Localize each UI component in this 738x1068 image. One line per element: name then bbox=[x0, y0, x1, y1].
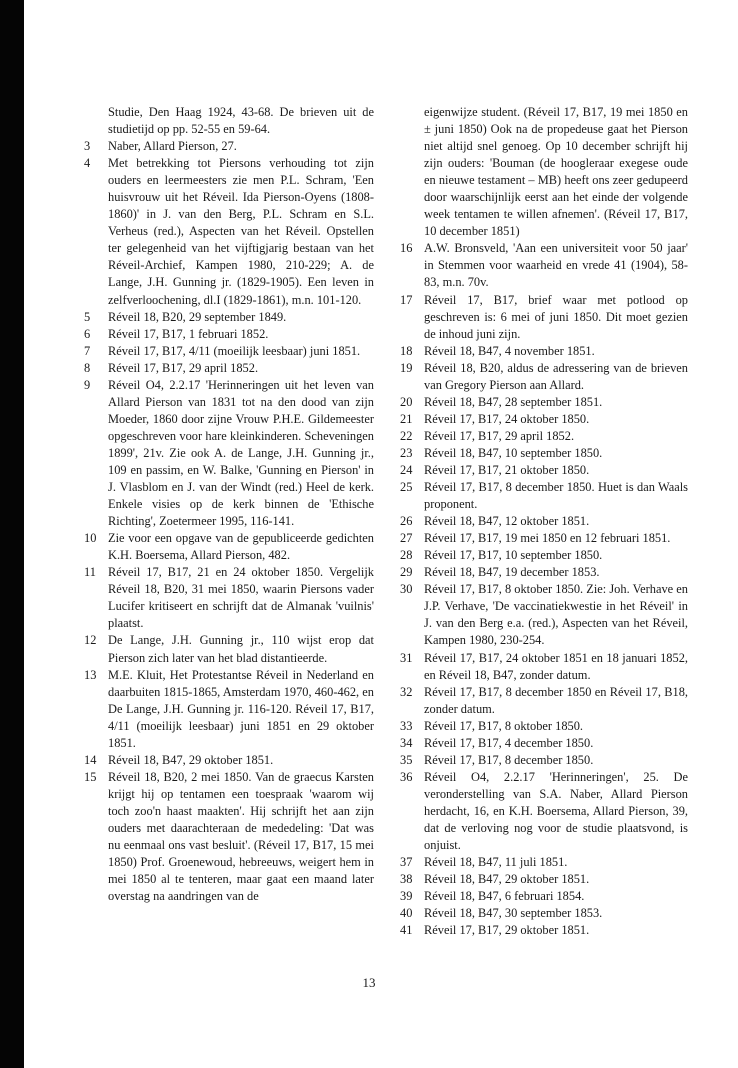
footnote-continuation: Studie, Den Haag 1924, 43-68. De brieven uit de studietijd op pp. 52-55 en 59-64. bbox=[108, 105, 374, 137]
footnote-number: 29 bbox=[400, 565, 413, 580]
footnote-number: 4 bbox=[84, 156, 91, 171]
footnote-number: 9 bbox=[84, 377, 91, 392]
footnote bbox=[84, 343, 374, 360]
footnote bbox=[400, 581, 688, 649]
footnote-text: Réveil 17, B17, brief waar met potlood op geschreven is: 6 mei of juni 1850. Dit moet gezien de inhoud juni zijn. bbox=[424, 292, 688, 341]
footnote bbox=[400, 752, 688, 769]
footnote-text: Réveil 18, B47, 4 november 1851. bbox=[424, 343, 595, 358]
footnote-text: Zie voor een opgave van de gepubliceerde gedichten K.H. Boersema, Allard Pierson, 482. bbox=[108, 531, 374, 563]
footnote-text: Réveil 18, B47, 10 september 1850. bbox=[424, 445, 603, 460]
footnote-text: Réveil O4, 2.2.17 'Herinneringen', 25. De veronderstelling van S.A. Naber, Allard Pierson herdacht, 16, en K.H. Boersema, Allard Pierson, 39, dat de verloving nog voor de studie plaatsvond, is onjuist. bbox=[424, 769, 688, 853]
footnote-number: 13 bbox=[84, 667, 97, 682]
footnote-text: Réveil 17, B17, 8 oktober 1850. Zie: Joh. Verhave en J.P. Verhave, 'De vaccinatiekwestie in het Réveil' in J. van den Berg e.a. (red.), Aspecten van het Réveil, Kampen 1980, 230-254. bbox=[424, 582, 688, 648]
footnote-text: Réveil 18, B47, 6 februari 1854. bbox=[424, 889, 585, 904]
footnote-text: Réveil 18, B20, aldus de adressering van de brieven van Gregory Pierson aan Allard. bbox=[424, 360, 688, 392]
footnote-text: Réveil 18, B47, 11 juli 1851. bbox=[424, 855, 568, 870]
footnote bbox=[400, 769, 688, 854]
footnote-number: 34 bbox=[400, 735, 413, 750]
footnote-continuation: eigenwijze student. (Réveil 17, B17, 19 mei 1850 en ± juni 1850) Ook na de propedeuse gaat het Pierson niet altijd snel genoeg. Op 10 december schrijft hij zijn ouders: 'Bouman (de hoogleraar exegese oude en nieuwe testament – MB) heeft ons zeer gedupeerd door waarschijnlijk eerst aan het einde der volgende week tentamen te willen afnemen'. (Réveil 17, B17, 10 december 1851) bbox=[424, 105, 688, 239]
footnote bbox=[400, 411, 688, 428]
footnote-number: 35 bbox=[400, 752, 413, 767]
page-number: 13 bbox=[362, 975, 376, 990]
footnote-text: Réveil O4, 2.2.17 'Herinneringen uit het leven van Allard Pierson van 1831 tot na den dood van zijn Moeder, 1860 door zijne Vrouw P.H.E. Gildemeester opgeschreven voor hare kleinkinderen. Scheveningen 1899', 21v. Zie ook A. de Lange, J.H. Gunning jr., 109 en passim, en W. Balke, 'Gunning en Pierson' in J. Vlasblom en J. van der Windt (red.) Heel de kerk. Enkele visies op de kerk binnen de 'Ethische Richting', Zoetermeer 1995, 116-141. bbox=[108, 377, 374, 529]
footnote-number: 7 bbox=[84, 343, 91, 358]
footnote-number: 23 bbox=[400, 445, 413, 460]
footnote bbox=[400, 684, 688, 718]
footnote bbox=[84, 155, 374, 308]
footnote bbox=[84, 326, 374, 343]
footnote bbox=[400, 428, 688, 445]
footnote bbox=[84, 752, 374, 769]
footnote bbox=[400, 564, 688, 581]
footnote-text: Réveil 17, B17, 21 en 24 oktober 1850. Vergelijk Réveil 18, B20, 31 mei 1850, waarin Piersons vader Lucifer kritiseert en schrijft dat de Almanak 'vuilnis' plaatst. bbox=[108, 565, 374, 631]
footnote-number: 26 bbox=[400, 514, 413, 529]
footnote-number: 37 bbox=[400, 855, 413, 870]
footnote-text: Réveil 18, B47, 19 december 1853. bbox=[424, 565, 600, 580]
footnote-number: 16 bbox=[400, 241, 413, 256]
footnote-text: M.E. Kluit, Het Protestantse Réveil in Nederland en daarbuiten 1815-1865, Amsterdam 1970, 460-462, en De Lange, J.H. Gunning jr. 116-120. Réveil 17, B17, 4/11 (moeilijk leesbaar) juni 1851 en 29 oktober 1851. bbox=[108, 667, 374, 750]
footnote bbox=[400, 871, 688, 888]
footnote-number: 28 bbox=[400, 548, 413, 563]
footnote bbox=[400, 854, 688, 871]
footnote bbox=[400, 735, 688, 752]
footnote-number: 20 bbox=[400, 394, 413, 409]
footnote-text: Réveil 17, B17, 8 oktober 1850. bbox=[424, 718, 583, 733]
footnote-text: Réveil 17, B17, 29 april 1852. bbox=[108, 360, 259, 375]
footnote bbox=[84, 530, 374, 564]
footnote-number: 10 bbox=[84, 531, 97, 546]
footnote-number: 27 bbox=[400, 531, 413, 546]
footnote-number: 39 bbox=[400, 889, 413, 904]
footnote bbox=[84, 564, 374, 632]
footnote-text: Réveil 18, B47, 12 oktober 1851. bbox=[424, 514, 590, 529]
footnote-number: 5 bbox=[84, 309, 91, 324]
footnote bbox=[400, 479, 688, 513]
footnote-number: 19 bbox=[400, 360, 413, 375]
footnote-number: 8 bbox=[84, 360, 91, 375]
left-column bbox=[84, 104, 374, 905]
footnote-text: Réveil 17, B17, 21 oktober 1850. bbox=[424, 462, 590, 477]
footnote bbox=[400, 292, 688, 343]
footnote-text: Réveil 17, B17, 8 december 1850. Huet is dan Waals proponent. bbox=[424, 480, 688, 512]
footnote-text: Réveil 18, B47, 30 september 1853. bbox=[424, 906, 603, 921]
footnote-number: 22 bbox=[400, 428, 413, 443]
footnote-text: Réveil 18, B20, 29 september 1849. bbox=[108, 309, 287, 324]
footnote-number: 38 bbox=[400, 872, 413, 887]
footnote bbox=[84, 632, 374, 666]
footnote-text: Réveil 17, B17, 24 oktober 1850. bbox=[424, 411, 590, 426]
footnote-number: 18 bbox=[400, 343, 413, 358]
footnote bbox=[84, 667, 374, 752]
footnote bbox=[400, 394, 688, 411]
footnote-number: 33 bbox=[400, 718, 413, 733]
footnote bbox=[84, 309, 374, 326]
footnote-number: 31 bbox=[400, 650, 413, 665]
footnote-text: Réveil 17, B17, 19 mei 1850 en 12 februari 1851. bbox=[424, 531, 671, 546]
footnote-text: Réveil 17, B17, 8 december 1850 en Réveil 17, B18, zonder datum. bbox=[424, 684, 688, 716]
footnote-number: 40 bbox=[400, 906, 413, 921]
footnote-text: A.W. Bronsveld, 'Aan een universiteit voor 50 jaar' in Stemmen voor waarheid en vrede 41 (1904), 58-83, m.n. 70v. bbox=[424, 241, 688, 290]
right-column bbox=[400, 104, 688, 939]
footnote bbox=[400, 922, 688, 939]
footnote-number: 12 bbox=[84, 633, 97, 648]
footnote bbox=[400, 360, 688, 394]
footnote-text: Réveil 18, B47, 28 september 1851. bbox=[424, 394, 603, 409]
footnote bbox=[400, 547, 688, 564]
footnote bbox=[400, 240, 688, 291]
footnote-text: Réveil 18, B47, 29 oktober 1851. bbox=[108, 752, 274, 767]
footnote bbox=[400, 888, 688, 905]
footnote-number: 32 bbox=[400, 684, 413, 699]
footnote bbox=[84, 769, 374, 905]
footnote bbox=[400, 530, 688, 547]
footnote-text: Naber, Allard Pierson, 27. bbox=[108, 139, 237, 154]
footnote bbox=[400, 343, 688, 360]
footnote-number: 11 bbox=[84, 565, 96, 580]
footnote-number: 3 bbox=[84, 139, 91, 154]
footnote-text: Réveil 17, B17, 29 oktober 1851. bbox=[424, 923, 590, 938]
footnote-number: 17 bbox=[400, 292, 413, 307]
footnote bbox=[84, 138, 374, 155]
footnote-number: 24 bbox=[400, 462, 413, 477]
footnote-number: 15 bbox=[84, 769, 97, 784]
footnote bbox=[400, 905, 688, 922]
footnote-text: Réveil 17, B17, 24 oktober 1851 en 18 januari 1852, en Réveil 18, B47, zonder datum. bbox=[424, 650, 688, 682]
footnote-text: Réveil 17, B17, 4 december 1850. bbox=[424, 735, 594, 750]
footnote bbox=[400, 718, 688, 735]
footnote bbox=[84, 377, 374, 530]
scan-edge bbox=[0, 0, 24, 1068]
footnote-text: De Lange, J.H. Gunning jr., 110 wijst erop dat Pierson zich later van het blad distantieerde. bbox=[108, 633, 374, 665]
footnote-text: Réveil 18, B20, 2 mei 1850. Van de graecus Karsten krijgt hij op tentamen een toespraak 'waarom wij toch zoo'n haast maakten'. Hij schrijft het aan zijn ouders met daarachteraan de mededeling: 'Dat was nu eenmaal ons vast besluit'. (Réveil 17, B17, 15 mei 1850) Prof. Groenewoud, hebreeuws, weigert hem in mei 1850 al te tenteren, maar gaat een maand later overstag na aandringen van de bbox=[108, 769, 374, 904]
footnote-text: Réveil 17, B17, 8 december 1850. bbox=[424, 752, 594, 767]
footnote-list-right bbox=[400, 240, 688, 939]
footnote-number: 30 bbox=[400, 582, 413, 597]
footnote-text: Met betrekking tot Piersons verhouding tot zijn ouders en leermeesters zie men P.L. Schram, 'Een huisvrouw uit het Réveil. Ida Pierson-Oyens (1808-1860)' in J. van den Berg, P.L. Schram en S.L. Verheus (red.), Aspecten van het Réveil. Opstellen ter gelegenheid van het vijftigjarig bestaan van het Réveil-Archief, Kampen 1980, 210-229; A. de Lange, J.H. Gunning jr. (1829-1905). Een leven in zelfverloochening, dl.I (1829-1861), m.n. 101-120. bbox=[108, 156, 374, 307]
footnote-number: 21 bbox=[400, 411, 413, 426]
footnote bbox=[400, 445, 688, 462]
footnote-number: 6 bbox=[84, 326, 91, 341]
footnote bbox=[84, 360, 374, 377]
footnote-text: Réveil 18, B47, 29 oktober 1851. bbox=[424, 872, 590, 887]
footnote-text: Réveil 17, B17, 4/11 (moeilijk leesbaar) juni 1851. bbox=[108, 343, 361, 358]
footnote bbox=[400, 513, 688, 530]
footnote-list-left bbox=[84, 138, 374, 905]
footnote bbox=[400, 462, 688, 479]
footnote-number: 14 bbox=[84, 752, 97, 767]
footnote bbox=[400, 650, 688, 684]
footnote-number: 25 bbox=[400, 480, 413, 495]
footnote-text: Réveil 17, B17, 1 februari 1852. bbox=[108, 326, 269, 341]
footnote-text: Réveil 17, B17, 10 september 1850. bbox=[424, 548, 603, 563]
footnote-number: 41 bbox=[400, 923, 413, 938]
footnote-text: Réveil 17, B17, 29 april 1852. bbox=[424, 428, 575, 443]
footnote-number: 36 bbox=[400, 769, 413, 784]
